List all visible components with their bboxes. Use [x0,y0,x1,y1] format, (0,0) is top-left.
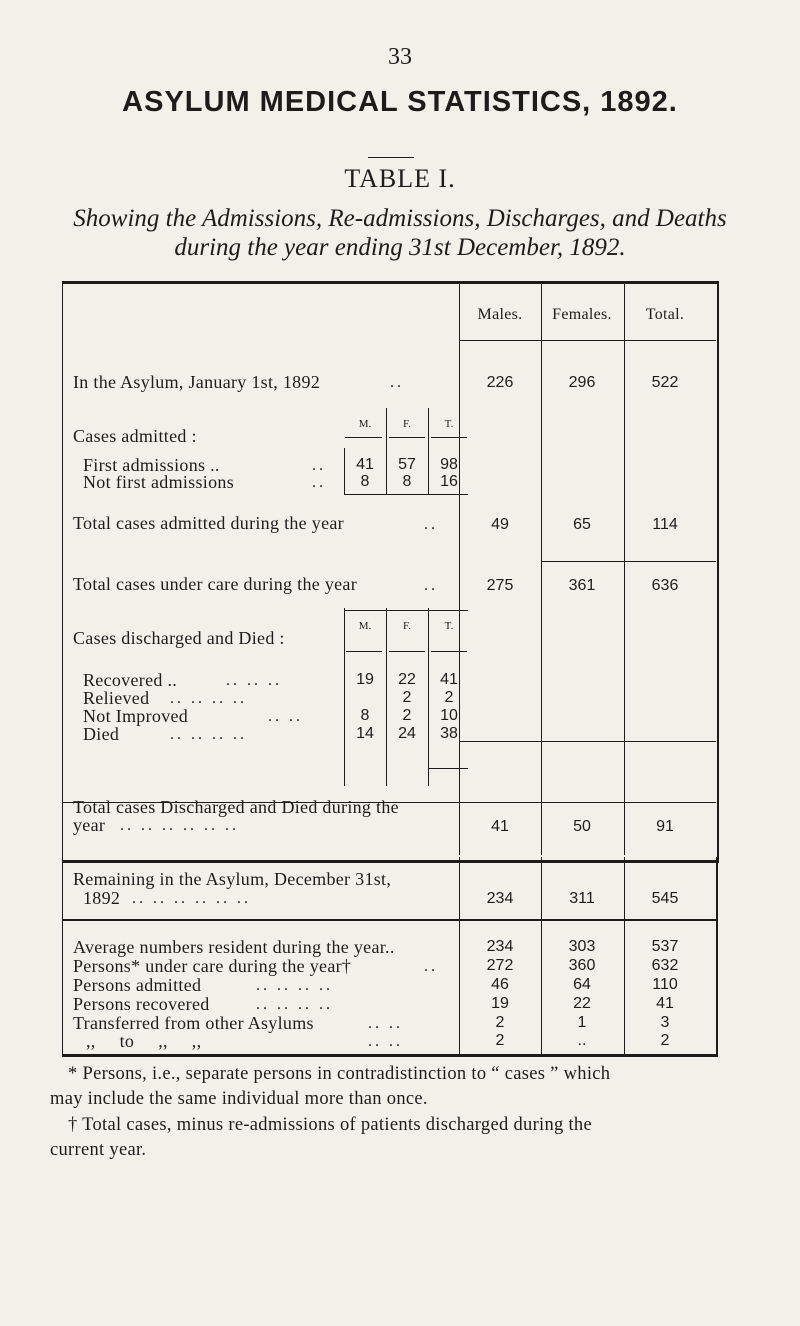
discharged-f: 2 [402,707,412,724]
under-care-total: 636 [651,577,679,594]
in-asylum-total: 522 [651,374,679,391]
leader-dots: .. [312,457,326,474]
admitted-row-label: Not first admissions [83,472,235,492]
leader-dots: .. .. .. .. .. .. [120,817,239,834]
document-title: ASYLUM MEDICAL STATISTICS, 1892. [122,86,678,118]
leader-dots: .. .. .. .. [170,690,247,707]
discharged-f: 22 [398,671,416,688]
summary-males: 2 [495,1014,505,1031]
summary-total: 537 [651,938,679,955]
row-label-remaining: Remaining in the Asylum, December 31st, [73,869,392,889]
leader-dots: .. .. .. .. [256,996,333,1013]
leader-dots: .. [312,474,326,491]
summary-males: 2 [495,1032,505,1049]
summary-males: 272 [486,957,514,974]
summary-females: 1 [577,1014,587,1031]
title-divider [368,157,414,158]
admitted-f: 57 [398,456,416,473]
footnote-persons-line1: * Persons, i.e., separate persons in contradistinction to “ cases ” which [68,1064,611,1084]
summary-females: 360 [568,957,596,974]
discharged-row-label: Recovered .. [83,670,178,690]
footnote-total-cases-line1: † Total cases, minus re-admissions of patients discharged during the [68,1115,592,1135]
column-divider [624,857,625,1055]
summary-row-label: Persons* under care during the year† [73,956,352,976]
discharged-f: 2 [402,689,412,706]
table-title: TABLE I. [344,164,456,193]
row-label-under-care: Total cases under care during the year [73,574,358,594]
row-label-in-asylum: In the Asylum, January 1st, 1892 [73,372,321,392]
discharged-m: 14 [356,725,374,742]
summary-females: 22 [573,995,591,1012]
leader-dots: .. .. [368,1015,403,1032]
summary-males: 234 [486,938,514,955]
admitted-m: 8 [360,473,370,490]
column-divider [459,857,460,1055]
footnote-persons [50,1062,750,1112]
leader-dots: .. .. .. .. .. .. [132,890,251,907]
admitted-f: 8 [402,473,412,490]
subtable-rule [431,437,467,438]
discharged-t: 41 [440,671,458,688]
cases-admitted-label: Cases admitted : [73,426,197,446]
remaining-males: 234 [486,890,514,907]
table-edge [62,857,63,1055]
column-divider [541,284,542,855]
in-asylum-males: 226 [486,374,514,391]
total-discharged-females: 50 [573,818,591,835]
admitted-m: 41 [356,456,374,473]
summary-top-rule [62,919,716,921]
summary-row-label: ,, to ,, ,, [86,1031,202,1051]
summary-total: 41 [656,995,674,1012]
subtable-rule [431,651,467,652]
statistics-table [62,281,719,863]
table-bottom-rule [62,1054,718,1057]
admitted-header-m: M. [358,418,372,430]
under-care-males: 275 [486,577,514,594]
discharged-row-label: Died [83,724,120,744]
discharged-row-label: Relieved [83,688,150,708]
summary-females: .. [577,1032,587,1049]
column-divider [541,857,542,1055]
remaining-females: 311 [569,890,595,907]
total-discharged-total: 91 [656,818,674,835]
subtable-rule [345,437,382,438]
total-admitted-females: 65 [573,516,591,533]
discharged-m: 19 [356,671,374,688]
column-header-total: Total. [645,306,685,323]
column-divider [624,284,625,855]
subtable-rule [344,610,468,611]
summary-males: 19 [491,995,509,1012]
row-label-total-discharged-cont: year [73,815,106,835]
discharged-t: 38 [440,725,458,742]
leader-dots: .. .. [368,1033,403,1050]
discharged-f: 24 [398,725,416,742]
leader-dots: .. [424,516,438,533]
summary-row-label: Persons admitted [73,975,202,995]
footnote-total-cases [50,1113,750,1163]
remaining-total: 545 [651,890,679,907]
leader-dots: .. [424,577,438,594]
leader-dots: .. [424,958,438,975]
discharged-m: 8 [360,707,370,724]
discharged-header-t: T. [444,620,454,632]
row-label-remaining-cont: 1892 [83,888,121,908]
admitted-t: 16 [440,473,458,490]
summary-total: 632 [651,957,679,974]
table-subtitle-line1: Showing the Admissions, Re-admissions, Discharges, and Deaths [73,205,727,232]
summary-females: 303 [568,938,596,955]
admitted-t: 98 [440,456,458,473]
in-asylum-females: 296 [568,374,596,391]
discharged-header-m: M. [358,620,372,632]
footnote-total-cases-line2: current year. [50,1140,147,1160]
subtable-divider [344,608,345,786]
summary-total: 3 [660,1014,670,1031]
row-label-total-admitted: Total cases admitted during the year [73,513,344,533]
under-care-females: 361 [568,577,596,594]
column-divider [459,284,460,855]
leader-dots: .. .. .. .. [256,977,333,994]
discharged-header-f: F. [403,620,411,632]
table-subtitle-line2: during the year ending 31st December, 1892. [174,234,626,261]
summary-females: 64 [573,976,591,993]
total-admitted-males: 49 [491,516,509,533]
summary-row-label: Average numbers resident during the year.. [73,937,395,957]
discharged-row-label: Not Improved [83,706,189,726]
column-header-females: Females. [552,306,612,323]
total-discharged-males: 41 [491,818,509,835]
footnote-persons-line2: may include the same individual more than once. [50,1089,428,1109]
leader-dots: .. [390,374,404,391]
column-header-males: Males. [477,306,523,323]
admitted-header-t: T. [444,418,454,430]
summary-row-label: Persons recovered [73,994,210,1014]
leader-dots: .. .. .. [226,672,282,689]
subtable-rule [346,651,382,652]
discharged-t: 2 [444,689,454,706]
summary-total: 110 [652,976,678,993]
subtable-rule [389,651,425,652]
summary-total: 2 [660,1032,670,1049]
header-rule [459,340,716,341]
total-admitted-total: 114 [652,516,678,533]
admitted-header-f: F. [403,418,411,430]
subtable-rule [344,494,468,495]
discharged-t: 10 [440,707,458,724]
subtable-rule [389,437,425,438]
subtable-rule [428,768,468,769]
row-rule [541,561,716,562]
table-edge [716,857,718,1055]
summary-males: 46 [491,976,509,993]
cases-discharged-label: Cases discharged and Died : [73,628,285,648]
leader-dots: .. .. [268,708,303,725]
row-rule [459,741,716,742]
summary-row-label: Transferred from other Asylums [73,1013,314,1033]
admitted-row-label: First admissions .. [83,455,220,475]
leader-dots: .. .. .. .. [170,726,247,743]
row-label-total-discharged: Total cases Discharged and Died during the [73,797,399,817]
page-number: 33 [388,44,412,70]
